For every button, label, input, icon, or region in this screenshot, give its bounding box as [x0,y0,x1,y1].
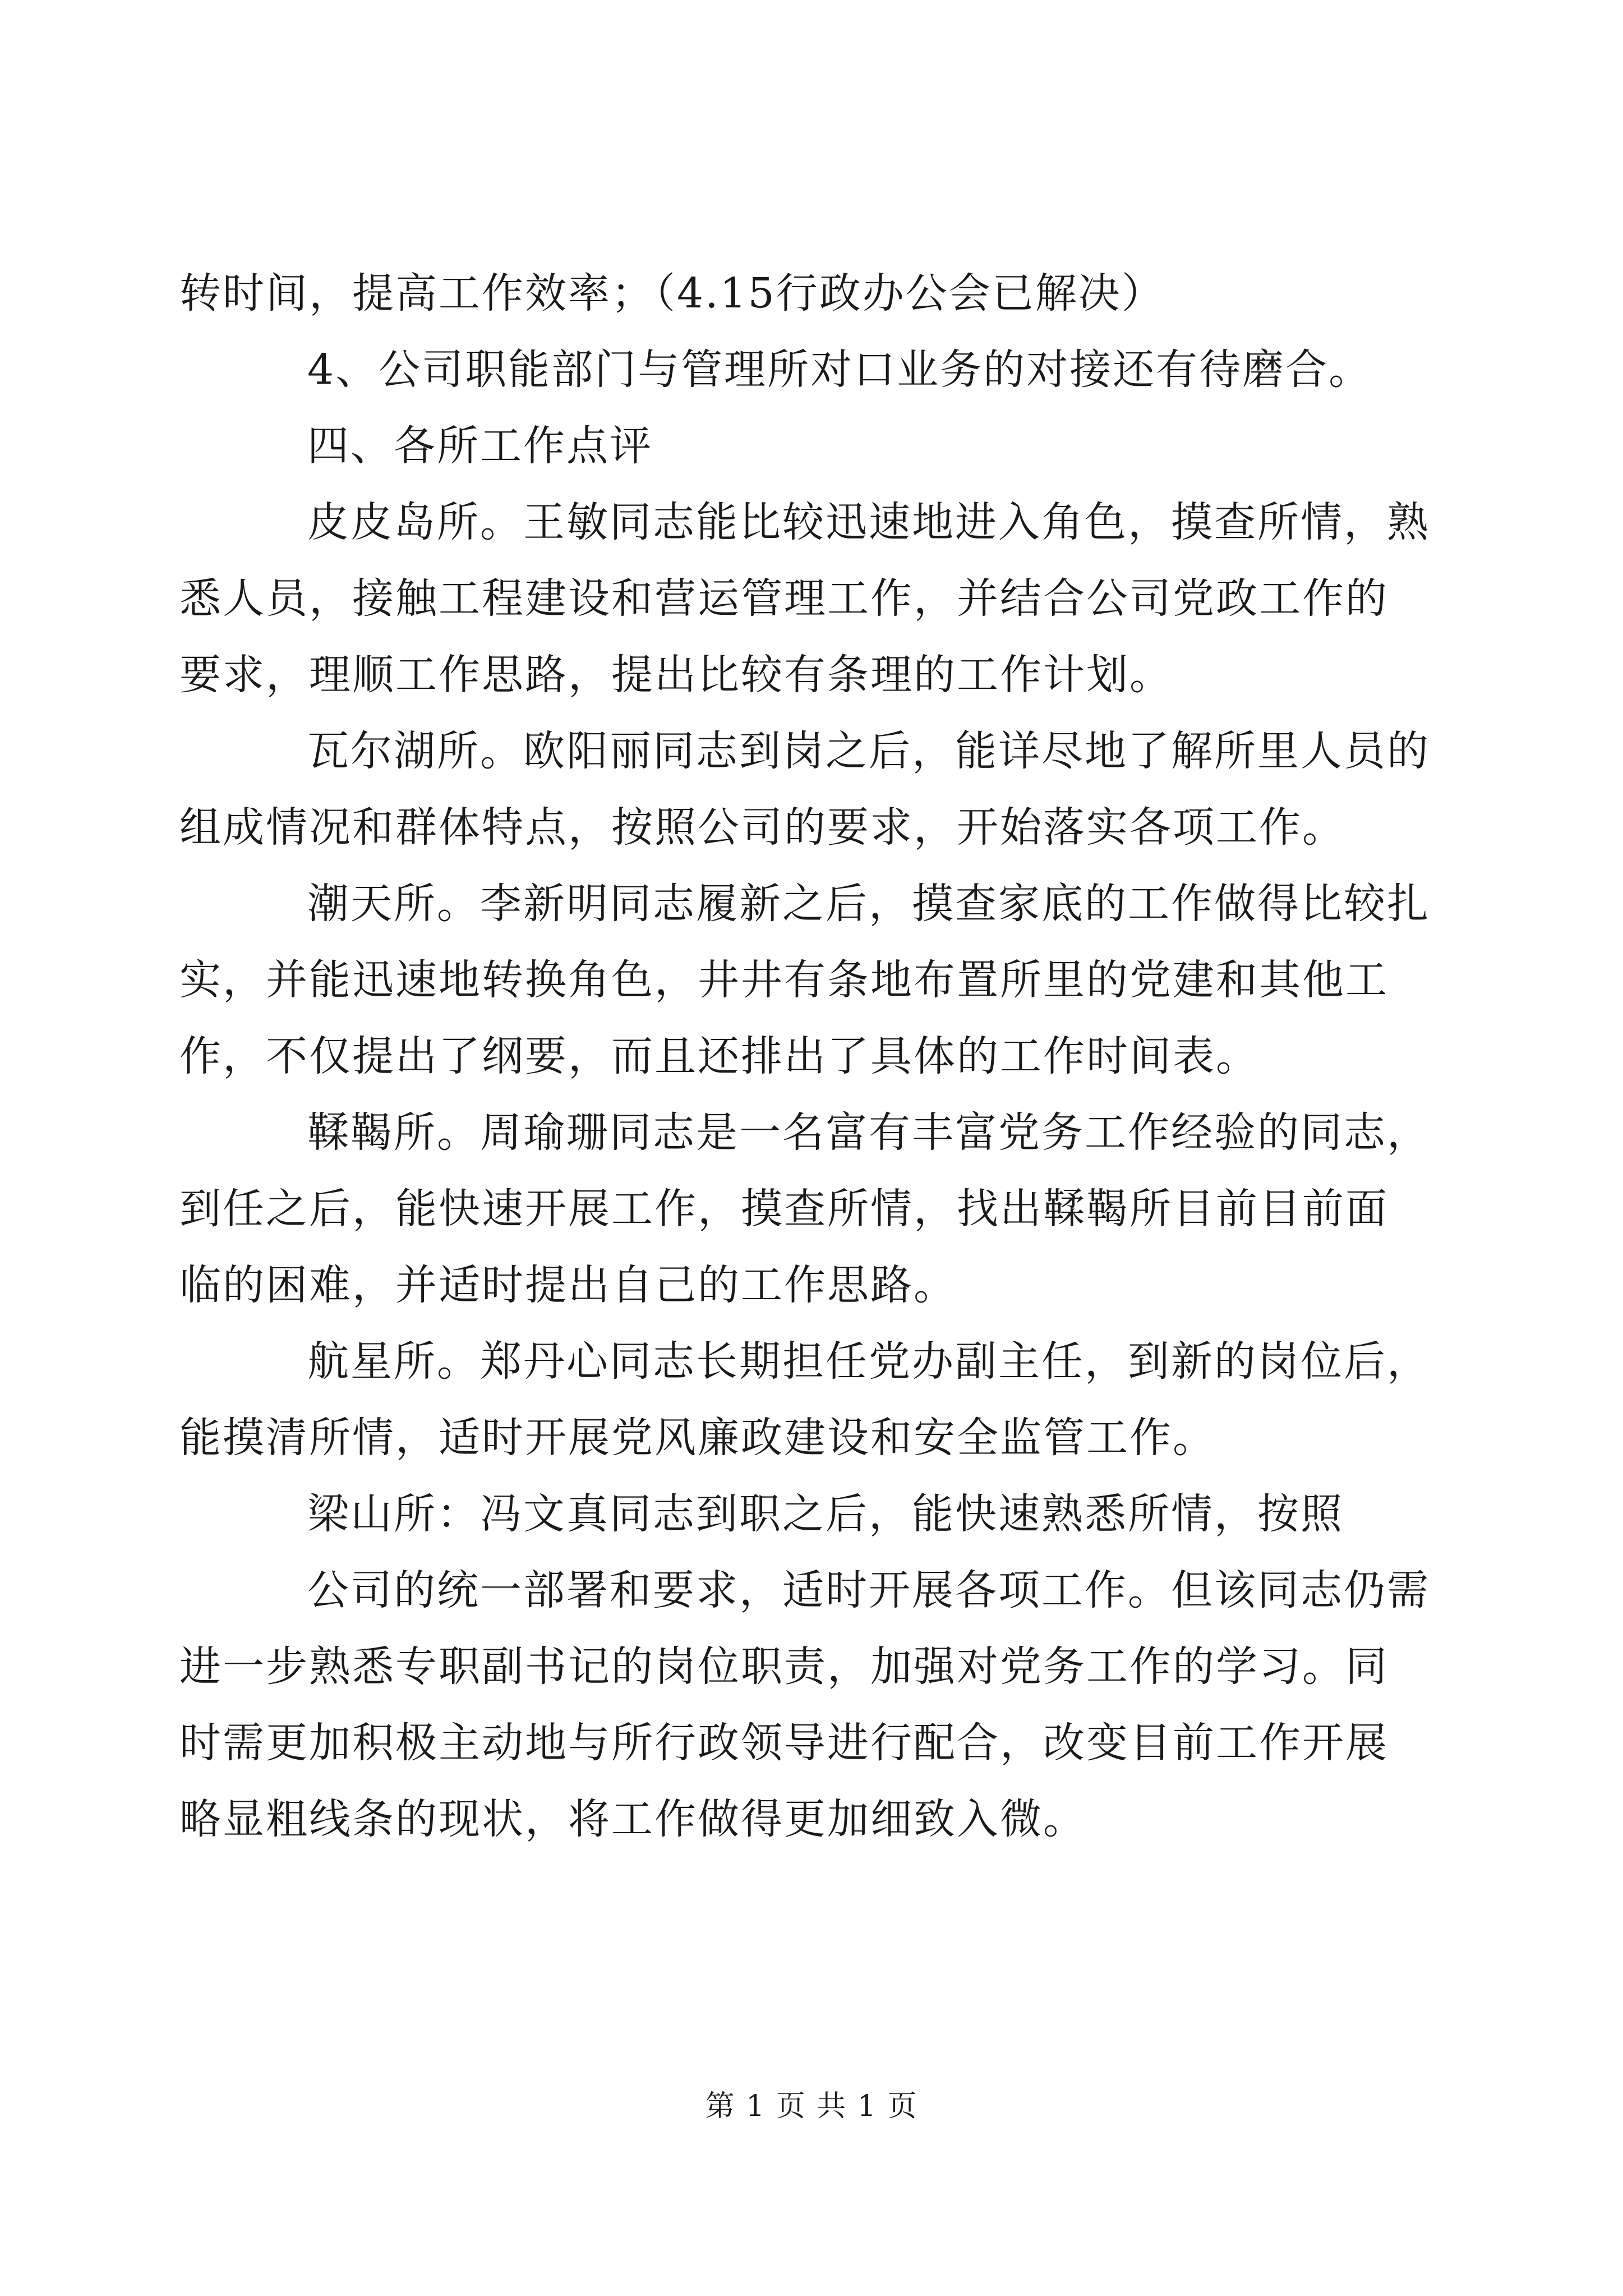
text-line: 梁山所：冯文真同志到职之后，能快速熟悉所情，按照 [307,1490,1344,1538]
text-line: 瓦尔湖所。欧阳丽同志到岗之后，能详尽地了解所里人员的 [307,727,1430,775]
text-line: 要求，理顺工作思路，提出比较有条理的工作计划。 [179,651,1173,699]
section-heading: 四、各所工作点评 [307,422,653,470]
text-line: 略显粗线条的现状，将工作做得更加细致入微。 [179,1795,1086,1843]
document-body [179,255,1436,1857]
text-line: 公司的统一部署和要求，适时开展各项工作。但该同志仍需 [307,1566,1430,1614]
text-line: 能摸清所情，适时开展党风廉政建设和安全监管工作。 [179,1414,1216,1462]
text-line: 4、公司职能部门与管理所对口业务的对接还有待磨合。 [307,346,1372,394]
text-line: 时需更加积极主动地与所行政领导进行配合，改变目前工作开展 [179,1719,1389,1767]
text-line: 作，不仅提出了纲要，而且还排出了具体的工作时间表。 [179,1032,1259,1080]
page-footer [0,2084,1623,2129]
text-line: 转时间，提高工作效率；（4.15行政办公会已解决） [179,269,1165,318]
text-line: 实，并能迅速地转换角色，井井有条地布置所里的党建和其他工 [179,956,1389,1004]
text-line: 航星所。郑丹心同志长期担任党办副主任，到新的岗位后， [307,1337,1430,1386]
text-line: 潮天所。李新明同志履新之后，摸查家底的工作做得比较扎 [307,880,1430,928]
text-line: 进一步熟悉专职副书记的岗位职责，加强对党务工作的学习。同 [179,1642,1389,1691]
text-line: 悉人员，接触工程建设和营运管理工作，并结合公司党政工作的 [179,574,1389,623]
text-line: 临的困难，并适时提出自己的工作思路。 [179,1261,957,1309]
text-line: 组成情况和群体特点，按照公司的要求，开始落实各项工作。 [179,803,1345,852]
page-number: 第 1 页 共 1 页 [705,2090,918,2123]
text-line: 皮皮岛所。王敏同志能比较迅速地进入角色，摸查所情，熟 [307,498,1430,546]
text-line: 到任之后，能快速开展工作，摸查所情，找出鞣鞨所目前目前面 [179,1185,1389,1233]
text-line: 鞣鞨所。周瑜珊同志是一名富有丰富党务工作经验的同志， [307,1108,1430,1157]
